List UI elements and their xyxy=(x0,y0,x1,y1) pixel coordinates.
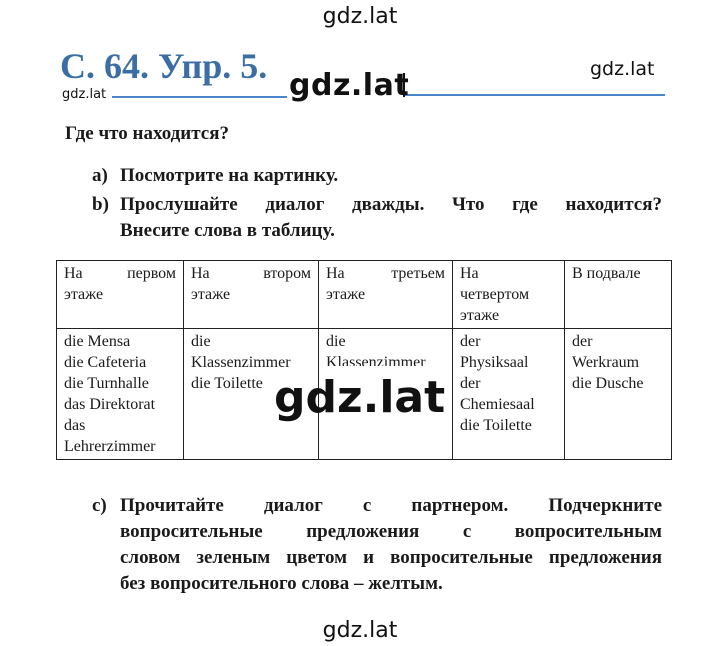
table-header-row xyxy=(57,261,672,329)
header-text: В подвале xyxy=(572,265,641,282)
room-item: das Direktorat xyxy=(64,396,156,413)
cell-fourth-floor xyxy=(453,329,565,460)
task-c-line-3: словом зеленым цветом и вопросительные предложения xyxy=(120,547,662,568)
header-word: этаже xyxy=(460,307,500,324)
task-c-label: c) xyxy=(92,495,107,516)
header-cell-first-floor xyxy=(57,261,184,329)
header-word: первом xyxy=(127,265,176,282)
task-c-line-2: вопросительные предложения с вопросительным xyxy=(120,521,662,542)
room-item: der xyxy=(572,333,593,350)
floors-table xyxy=(56,260,672,460)
header-word: третьем xyxy=(391,265,445,282)
task-a xyxy=(92,163,662,189)
header-word: На xyxy=(460,265,479,282)
room-item: die Mensa xyxy=(64,333,131,350)
room-item: Lehrerzimmer xyxy=(64,438,156,455)
exercise-title: С. 64. Упр. 5. xyxy=(60,46,268,86)
header-word: На xyxy=(191,265,210,282)
room-item: die Toilette xyxy=(191,375,263,392)
header-word: этаже xyxy=(326,286,366,303)
room-item: die xyxy=(191,333,211,350)
room-item: die Cafeteria xyxy=(64,354,147,371)
room-item: Klassenzimmer xyxy=(326,354,426,366)
watermark-right: gdz.lat xyxy=(590,58,655,80)
cell-first-floor xyxy=(57,329,184,460)
task-c-text xyxy=(120,493,662,597)
watermark-small: gdz.lat xyxy=(62,87,107,102)
watermark-top: gdz.lat xyxy=(322,4,398,29)
task-c-line-1: Прочитайте диалог с партнером. Подчеркните xyxy=(120,495,662,516)
room-item: Chemiesaal xyxy=(460,396,535,413)
task-b-text xyxy=(120,192,662,244)
header-cell-third-floor xyxy=(319,261,453,329)
task-c xyxy=(92,493,662,597)
task-b-line-2: Внесите слова в таблицу. xyxy=(120,220,335,241)
room-item: die Toilette xyxy=(460,417,532,434)
room-item: Physiksaal xyxy=(460,354,529,371)
room-item: die Turnhalle xyxy=(64,375,149,392)
task-b-line-1: Прослушайте диалог дважды. Что где находится? xyxy=(120,194,662,215)
title-underline-right xyxy=(405,94,665,96)
header-cell-second-floor xyxy=(184,261,319,329)
header-word: четвертом xyxy=(460,286,530,303)
watermark-bottom: gdz.lat xyxy=(322,618,398,643)
task-b xyxy=(92,192,662,244)
header-word: этаже xyxy=(64,286,104,303)
cell-basement xyxy=(565,329,672,460)
header-cell-fourth-floor xyxy=(453,261,565,329)
header-word: На xyxy=(326,265,345,282)
question-heading: Где что находится? xyxy=(65,123,230,144)
room-item: der xyxy=(460,375,481,392)
title-underline-left xyxy=(112,96,287,98)
room-item: das xyxy=(64,417,86,434)
room-item: Klassenzimmer xyxy=(191,354,291,371)
room-item: Werkraum xyxy=(572,354,640,371)
task-b-label: b) xyxy=(92,194,109,215)
header-cell-basement xyxy=(565,261,672,329)
room-item: der xyxy=(460,333,481,350)
room-item: die Dusche xyxy=(572,375,644,392)
task-c-line-4: без вопросительного слова – желтым. xyxy=(120,573,443,594)
header-word: втором xyxy=(263,265,311,282)
watermark-header: gdz.lat xyxy=(289,68,410,103)
room-item: die xyxy=(326,333,346,350)
task-a-text: Посмотрите на картинку. xyxy=(120,165,339,186)
task-a-label: a) xyxy=(92,165,108,186)
watermark-table: gdz.lat xyxy=(274,372,446,423)
header-word: этаже xyxy=(191,286,231,303)
header-word: На xyxy=(64,265,83,282)
